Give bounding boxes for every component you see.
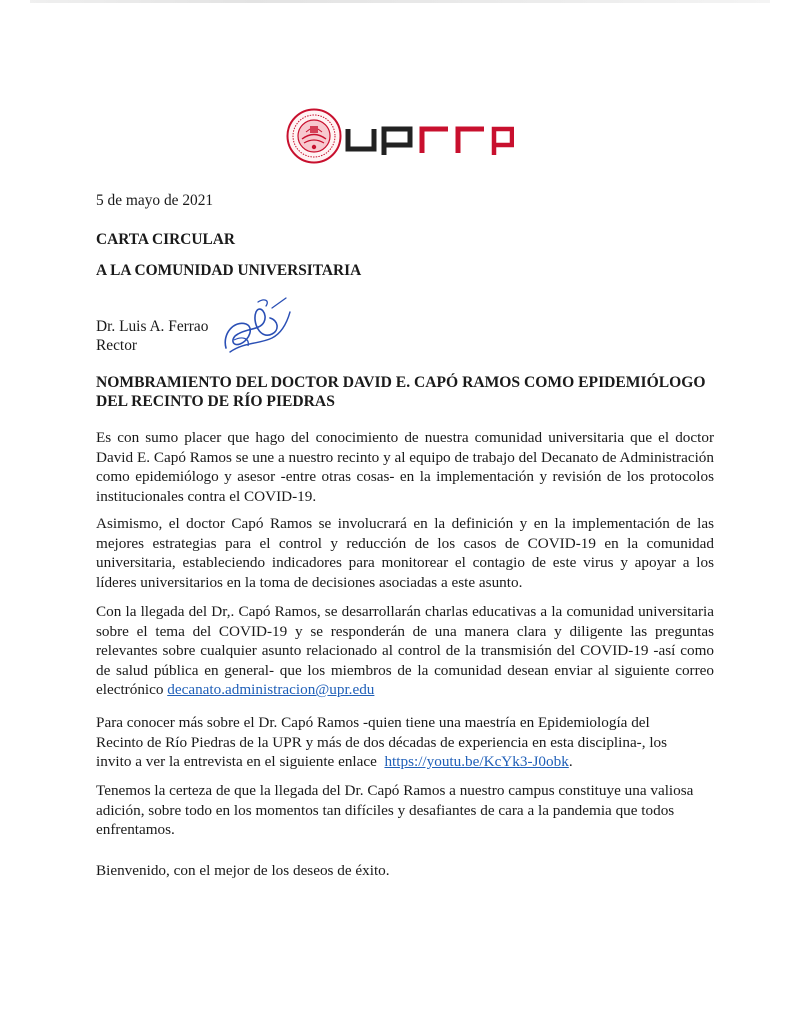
paragraph-4-period: . <box>568 753 573 770</box>
university-seal-icon <box>286 108 342 164</box>
letter-type-heading: CARTA CIRCULAR <box>96 231 235 248</box>
scan-top-edge <box>30 0 770 3</box>
body-paragraph-4 <box>96 713 714 772</box>
sender-name: Dr. Luis A. Ferrao <box>96 318 209 335</box>
closing-line: Bienvenido, con el mejor de los deseos de éxito. <box>96 862 390 879</box>
body-paragraph-5: Tenemos la certeza de que la llegada del Dr. Capó Ramos a nuestro campus constituye una valiosa adición, sobre todo en los momentos tan difíciles y desafiantes de cara a la pandemia que todos enfrentamos. <box>96 782 694 838</box>
paragraph-3-text: Con la llegada del Dr,. Capó Ramos, se desarrollarán charlas educativas a la comunidad universitaria sobre el tema del COVID-19 y se responderán de una manera clara y diligente las preguntas relevantes sobre cualquier asunto relacionado al control de la transmisión del COVID-19 -así como de salud pública en general- que los miembros de la comunidad desean enviar al siguiente correo electrónico <box>96 603 714 698</box>
letter-date: 5 de mayo de 2021 <box>96 192 214 209</box>
body-paragraph-3 <box>96 602 714 700</box>
body-paragraph-2: Asimismo, el doctor Capó Ramos se involucrará en la definición y en la implementación de las mejores estrategias para el control y reducción de los casos de COVID-19 en la comunidad universitaria, estableciendo indicadores para monitorear el contagio de este virus y apoyar a los líderes universitarios en la toma de decisiones asociadas a este asunto. <box>96 515 714 591</box>
sender-title: Rector <box>96 337 138 354</box>
recipient-heading: A LA COMUNIDAD UNIVERSITARIA <box>96 262 362 279</box>
body-paragraph-1: Es con sumo placer que hago del conocimiento de nuestra comunidad universitaria que el doctor David E. Capó Ramos se une a nuestro recinto y al equipo de trabajo del Decanato de Administración como epidemiólogo y asesor -entre otras cosas- en la implementación y revisión de los protocolos institucionales contra el COVID-19. <box>96 429 714 505</box>
uprrp-wordmark-logo <box>344 123 514 155</box>
paragraph-4-line-2: Recinto de Río Piedras de la UPR y más de dos décadas de experiencia en esta disciplina-, los <box>96 733 668 751</box>
video-link[interactable]: https://youtu.be/KcYk3-J0obk <box>384 753 569 770</box>
paragraph-4-line-1: Para conocer más sobre el Dr. Capó Ramos -quien tiene una maestría en Epidemiología del <box>96 714 650 731</box>
paragraph-4-line-3-text: invito a ver la entrevista en el siguiente enlace <box>96 753 385 770</box>
letterhead <box>0 106 794 166</box>
handwritten-signature <box>220 294 294 360</box>
paragraph-4-line-3 <box>96 752 714 772</box>
email-link[interactable]: decanato.administracion@upr.edu <box>167 681 375 698</box>
letter-subject: NOMBRAMIENTO DEL DOCTOR DAVID E. CAPÓ RAMOS COMO EPIDEMIÓLOGO DEL RECINTO DE RÍO PIEDRAS <box>96 374 706 410</box>
